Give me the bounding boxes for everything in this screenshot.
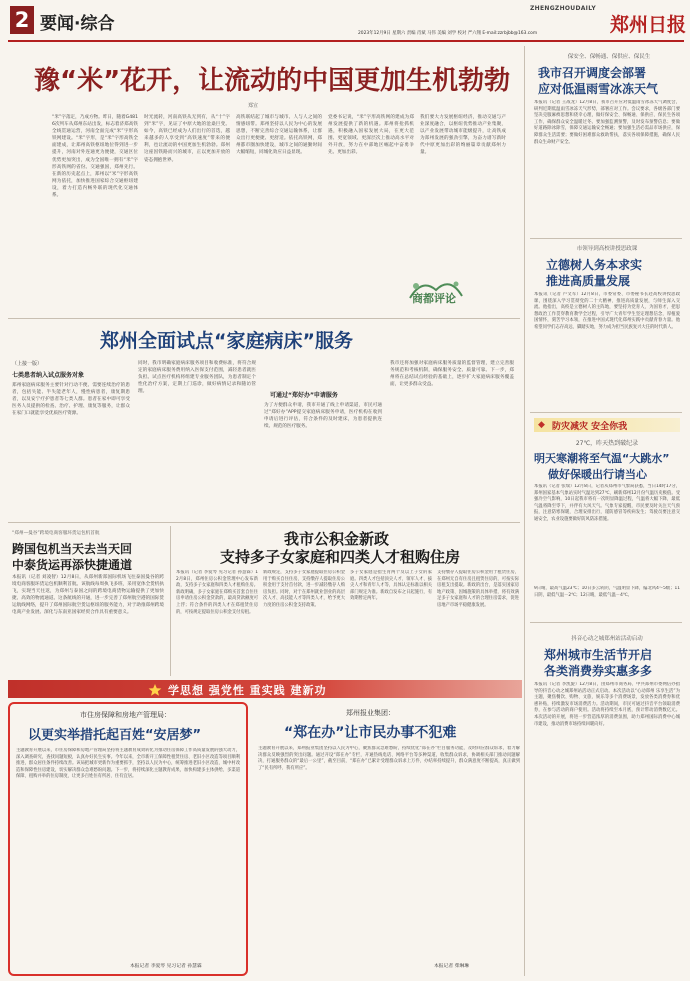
disaster-headline-1: 明天寒潮将至气温“大跳水” — [534, 452, 670, 465]
housing-fund-headline-2: 支持多子女家庭和四类人才租购住房 — [220, 548, 461, 566]
paper-name-en: ZHENGZHOUDAILY — [530, 5, 597, 12]
family-ward-col1-sub: 七类患者纳入试点服务对象 — [12, 372, 85, 379]
masthead-rule — [8, 40, 684, 42]
disaster-badge — [534, 418, 680, 432]
family-ward-col4: 我市还将加强对家庭病床服务质量的监督管理，建立完善服务规范和考核机制，确保服务安全、质量可靠。下一步，郑州将在总结试点经验的基础上，逐步扩大家庭病床服务覆盖面，让更多群众受益。 — [390, 361, 514, 388]
service-station-kicker: 抖音心动之城郑州站活动启动 — [571, 636, 643, 642]
masthead — [0, 0, 690, 42]
right-mid-story — [530, 240, 682, 410]
section-title: 要闻·综合 — [40, 14, 115, 34]
disaster-text: 本报讯（记者 张瑞）12月8日，记者从郑州市气象局获悉，当日14时17分，郑州国家基本气象站实时气温达到27℃，刷新郑州12月份气温历史极值。受强冷空气影响，10日起我市将有一次明显降温过程，气温将大幅下降，最低气温将降至零下，并伴有大风天气。气象专家提醒，市民要及时关注天气预报，注意防寒保暖，合理安排出行，谨防感冒等疾病发生；驾驶员要注意交通安全，农业设施要做好防风防冻措施。 — [534, 484, 680, 522]
top-story-col5: 我们要大力发展枢纽经济，推动交通与产业深度融合，以枢纽优势推动产业集聚，以产业发展带动城市能级提升，让高铁成为郑州发展的强劲引擎，为奋力谱写新时代中原更加出彩的绚丽篇章贡献郑州力量。 — [420, 115, 506, 156]
rightnow-headline: “郑在办”让市民办事不犯难 — [284, 725, 457, 741]
family-ward-col3: 为了方便群众申请，我市开通了线上申请渠道，市民可通过“郑好办”APP提交家庭病床服务申请，医疗机构在收到申请后进行评估，符合条件的及时建床，为患者提供连续、规范的医疗服务。 — [264, 403, 382, 430]
disaster-badge-text: 防灾减灾 安全你我 — [552, 422, 628, 432]
top-story-col2: 时光流转，河南高铁从无到有，从“十”字到“米”字，见证了中原大地的沧桑巨变。如今，高铁已经成为人们出行的首选，越来越多的人享受到“高铁速度”带来的便利，也让流动的中国更加生机勃勃。郑州这座因铁路而兴的城市，正以更加开放的姿态拥抱世界。 — [144, 115, 230, 163]
family-ward-bottom-rule — [8, 522, 520, 523]
rightnow-kicker: 郑州报业集团： — [346, 709, 395, 717]
housing-fund-col1: 本报讯（记者 李爱琴 见习记者 孙慧霖）12月8日，郑州住房公积金管理中心发布新政，支持多子女家庭和四类人才租购住房。新政明确，多子女家庭在郑购买首套自住住房申请住房公积金贷款的，最高贷款额度可上浮；符合条件的四类人才在郑租赁住房的，可按规定提取住房公积金支付房租。 — [176, 570, 258, 615]
family-ward-headline: 郑州全面试点“家庭病床”服务 — [100, 330, 353, 352]
top-story-col1: “米”字落定，乃成方物。昨日，随着G4816次列车从郑州东站出发，标志着济郑高铁全线贯通运营，河南全面完成“米”字形高铁网建设。“米”字形，是“米”字形高铁全面建成，让郑州高铁枢纽地位得到进一步提升，河南对外连通更为便捷，交通区位优势更加突出，成为全国唯一拥有“米”字形高铁网的省份。交通强国，郑州先行。在新的历史起点上，郑州以“米”字形高铁网为依托，加快推进国家综合交通枢纽建设，着力打造内畅外联的现代化交通体系。 — [52, 115, 138, 199]
disaster-forecast: 9日晴，最高气温23℃；10日多云转阴，气温明显下降，偏北风4～5级；11日阴，最低气温－2℃；12日晴，最低气温－4℃。 — [534, 586, 680, 598]
service-station-headline-2: 各类消费券实惠多多 — [544, 664, 653, 678]
housing-fund-col2: 新政规定，支持多子女家庭提取住房公积金用于购买自住住房，支持缴存人提取住房公积金用于支付首付款，进一步减轻缴存人购房负担。同时，对于在郑州就业创业的高层次人才、高技能人才等四类人才，给予更大力度的住房公积金支持政策。 — [263, 570, 345, 608]
family-ward-col1: 郑州家庭病床服务主要针对行动不便、需要连续治疗的患者，包括失能、半失能老年人，慢性病患者，康复期患者，以及安宁疗护患者等七类人群。患者在家中即可享受医务人员提供的检查、治疗、护理、康复等服务，让群众在家门口就能享受优质医疗资源。 — [12, 383, 130, 417]
red-banner-text: 学思想 强党性 重实践 建新功 — [168, 684, 327, 697]
commentary-badge — [404, 272, 468, 306]
family-ward-story — [8, 320, 520, 520]
cargo-story — [8, 524, 168, 678]
housing-fund-col4: 支持缴存人提取住房公积金用于租赁住房，在郑州无自有住房且租赁住房的，可按实际房租支出提取。新政的出台，是落实国家房地产政策、因城施策的具体举措，将有效满足多子女家庭和人才的合理住房需求，促进房地产市场平稳健康发展。 — [437, 570, 519, 608]
interview-story — [8, 702, 248, 976]
right-mid-headline-1: 立德树人务本求实 — [546, 258, 643, 272]
cargo-headline-2: 中泰货运再添快捷通道 — [12, 558, 133, 572]
rightnow-byline: 本报记者 柴琳琳 — [434, 964, 470, 969]
right-mid-headline-2: 推进高质量发展 — [546, 274, 631, 288]
shield-icon: ◆ — [538, 420, 545, 430]
service-station-story — [530, 630, 682, 976]
top-story-byline: 郑宣 — [248, 103, 259, 109]
interview-text: 主题教育开展以来，市住房保障和房地产管理局坚持将主题教育成效转化为推动住房保障工作高质量发展的强大动力，深入调查研究，查找问题短板，认真办好民生实事。今年以来，全市新开工保障性租赁住房、老旧小区改造等项目顺利推进，群众居住条件持续改善。该局把城市更新作为重要抓手，坚持以人民为中心，统筹推进老旧小区改造、城中村改造和保障性住房建设，切实解决群众急难愁盼问题。下一步，将持续深化主题教育成果，加快构建多主体供给、多渠道保障、租购并举的住房制度，让更多百姓住有所居、住有宜居。 — [16, 748, 240, 780]
right-mid-text: 本报讯（记者 卢文军）12月8日，市委常委、市委秘书长赴高校讲授思政课，围绕深入学习贯彻党的二十大精神、推进高质量发展，与师生深入交流。他指出，高校是立德树人的主阵地，要坚持为党育人、为国育才，把思想政治工作贯穿教育教学全过程，引导广大青年学生坚定理想信念，厚植爱国情怀，刻苦学习本领，在推进中国式现代化郑州实践中贡献青春力量。他希望同学们志存高远、脚踏实地，努力成为担当民族复兴大任的时代新人。 — [534, 292, 680, 330]
cargo-kicker: “郑州—曼谷”跨境电商客服环货运包机首航 — [12, 531, 100, 536]
commentary-badge-text: 商都评论 — [412, 292, 456, 305]
family-ward-kicker: （上接一版） — [12, 361, 43, 367]
housing-fund-col3: 多子女家庭是指生育两个及以上子女的家庭。四类人才包括顶尖人才、领军人才、拔尖人才和青年人才等，具体认定标准以相关部门规定为准。新政自发布之日起施行，有效期暂定两年。 — [350, 570, 432, 602]
disaster-story — [530, 414, 682, 620]
rightnow-text: 主题教育开展以来，郑州报业集团坚持以人民为中心，聚焦群众急难愁盼，持续优化“郑在办”栏目服务功能，及时回应群众诉求，着力解决群众反映强烈的突出问题。通过开设“郑在办”专栏，开通热线电话、网络平台等多种渠道，收集群众诉求，协调相关部门推动问题解决，打通服务群众的“最后一公里”，截至目前，“郑在办”已累计受理群众诉求上万件，办结率持续提升，群众满意度不断提高，真正做到了“民有所呼、我有所应”。 — [258, 746, 520, 771]
housing-fund-headline-1: 我市公积金新政 — [284, 530, 390, 548]
disaster-rule — [530, 622, 682, 623]
family-ward-col3-sub: 可通过“郑好办”申请服务 — [270, 392, 338, 399]
family-ward-col2: 同时，我市明确家庭病床服务项目和收费标准，将符合规定的家庭病床服务费用纳入医保支付范围，减轻患者就医负担。试点医疗机构将组建专业服务团队，为患者制定个性化治疗方案，定期上门巡诊，做好病情记录和随访管理。 — [138, 361, 256, 395]
right-top-headline-2: 应对低温雨雪冰冻天气 — [538, 82, 659, 96]
disaster-headline-2: 做好保暖出行请当心 — [548, 468, 647, 481]
top-story-col3: 高铁联结起了城市与城市、人与人之间的情感纽带。郑州坚持以人民为中心的发展思想，不断完善综合交通运输体系，让群众出行更便捷、更舒适。依托高铁网，郑州都市圈加快建设，城市之间的通勤时间大幅缩短，同城化效应日益显现。 — [236, 115, 322, 156]
issue-line: 2023年12月9日 星期六 责编 肖斌 马伟 美编 刘学 校对 严六翔 E-mail:zzrbjbb@163.com — [358, 31, 538, 36]
paper-name: 郑州日报 — [610, 14, 687, 36]
right-mid-kicker: 市领导到高校讲授思政课 — [576, 246, 638, 252]
right-top-rule — [530, 238, 682, 239]
page-number: 2 — [10, 6, 34, 34]
top-story — [8, 46, 520, 316]
right-mid-rule — [530, 412, 682, 413]
disaster-kicker: 27℃，昨天热到破纪录 — [575, 440, 639, 447]
red-banner — [8, 680, 522, 698]
family-ward-top-rule — [8, 318, 520, 319]
right-top-headline-1: 我市召开调度会部署 — [538, 66, 647, 80]
cargo-divider — [170, 526, 171, 676]
red-banner-star-icon — [148, 682, 162, 696]
column-divider — [524, 46, 525, 976]
rightnow-story — [254, 702, 522, 976]
service-station-headline-1: 郑州城市生活节开启 — [544, 648, 653, 662]
top-story-headline: 豫“米”花开，让流动的中国更加生机勃勃 — [34, 66, 511, 96]
interview-kicker: 市住房保障和房地产管理局： — [80, 711, 171, 719]
housing-fund-story — [172, 524, 522, 678]
cargo-headline-1: 跨国包机当天去当天回 — [12, 542, 133, 556]
right-top-text: 本报讯（记者 王战龙）12月8日，我市召开应对低温雨雪冰冻天气调度会，研判近期低温雨雪冰冻天气形势，部署应对工作。会议要求，各级各部门要坚决克服麻痹思想和侥幸心理，做好保安全、保畅通、保供应、保民生各项工作，确保群众安全温暖过冬。要加强监测预警，及时发布预警信息；要做好道路除冰除雪，保障交通运输安全畅通；要加强生活必需品市场供应，保障群众生活需要；要做好困难群众救助帮扶，落实各项保障措施，确保人民群众生命财产安全。 — [534, 100, 680, 145]
right-top-story — [530, 48, 682, 236]
right-top-kicker: 保安全、保畅通、保供应、保民生 — [567, 54, 651, 60]
interview-byline: 本报记者 李爱琴 见习记者 孙慧霖 — [130, 964, 202, 969]
top-story-col4: 党委书记说，“米”字形高铁网的建成为郑州发展提供了新的机遇。郑州将抢抓机遇，积极融入国家发展大局，在更大范围、更宽领域、更深层次上推动高水平对外开放，努力在中部地区崛起中奋勇争先、更加出彩。 — [328, 115, 414, 156]
service-station-text: 本报讯（记者 李凯旋）12月8日，由郑州市商务局、中共郑州市委网信办指导的抖音心动之城郑州站活动正式启动。本次活动以“心动郑州 乐享生活”为主题，聚焦餐饮、购物、文旅、娱乐等多个消费场景，发放各类消费券和优惠补贴，持续激发市场消费活力。活动期间，市民可通过抖音平台领取消费券，在参与活动的商户使用。活动将持续至本月底，预计带动消费数亿元。本次活动的开展，将进一步营造浓厚的消费氛围，助力郑州国际消费中心城市建设，推动消费市场持续回暖向好。 — [534, 682, 680, 727]
cargo-text: 本报讯（记者 刘凌智）12月8日，从郑州新郑国际机场飞往泰国曼谷的跨境电商客服环货运包机顺利首航。该航线每周执飞多班，采用宽体全货机执飞，实现当天往返，为郑州与泰国之间的跨境电商货物运输提供了更加快捷、高效的物流通道。这条航线的开通，进一步完善了郑州航空港的国际货运航线网络，提升了郑州国际航空货运枢纽的服务能力，对于助推郑州跨境电商产业发展、深化与东南亚国家经贸合作具有重要意义。 — [12, 575, 164, 616]
interview-headline: 以更实举措托起百姓“安居梦” — [28, 728, 202, 743]
